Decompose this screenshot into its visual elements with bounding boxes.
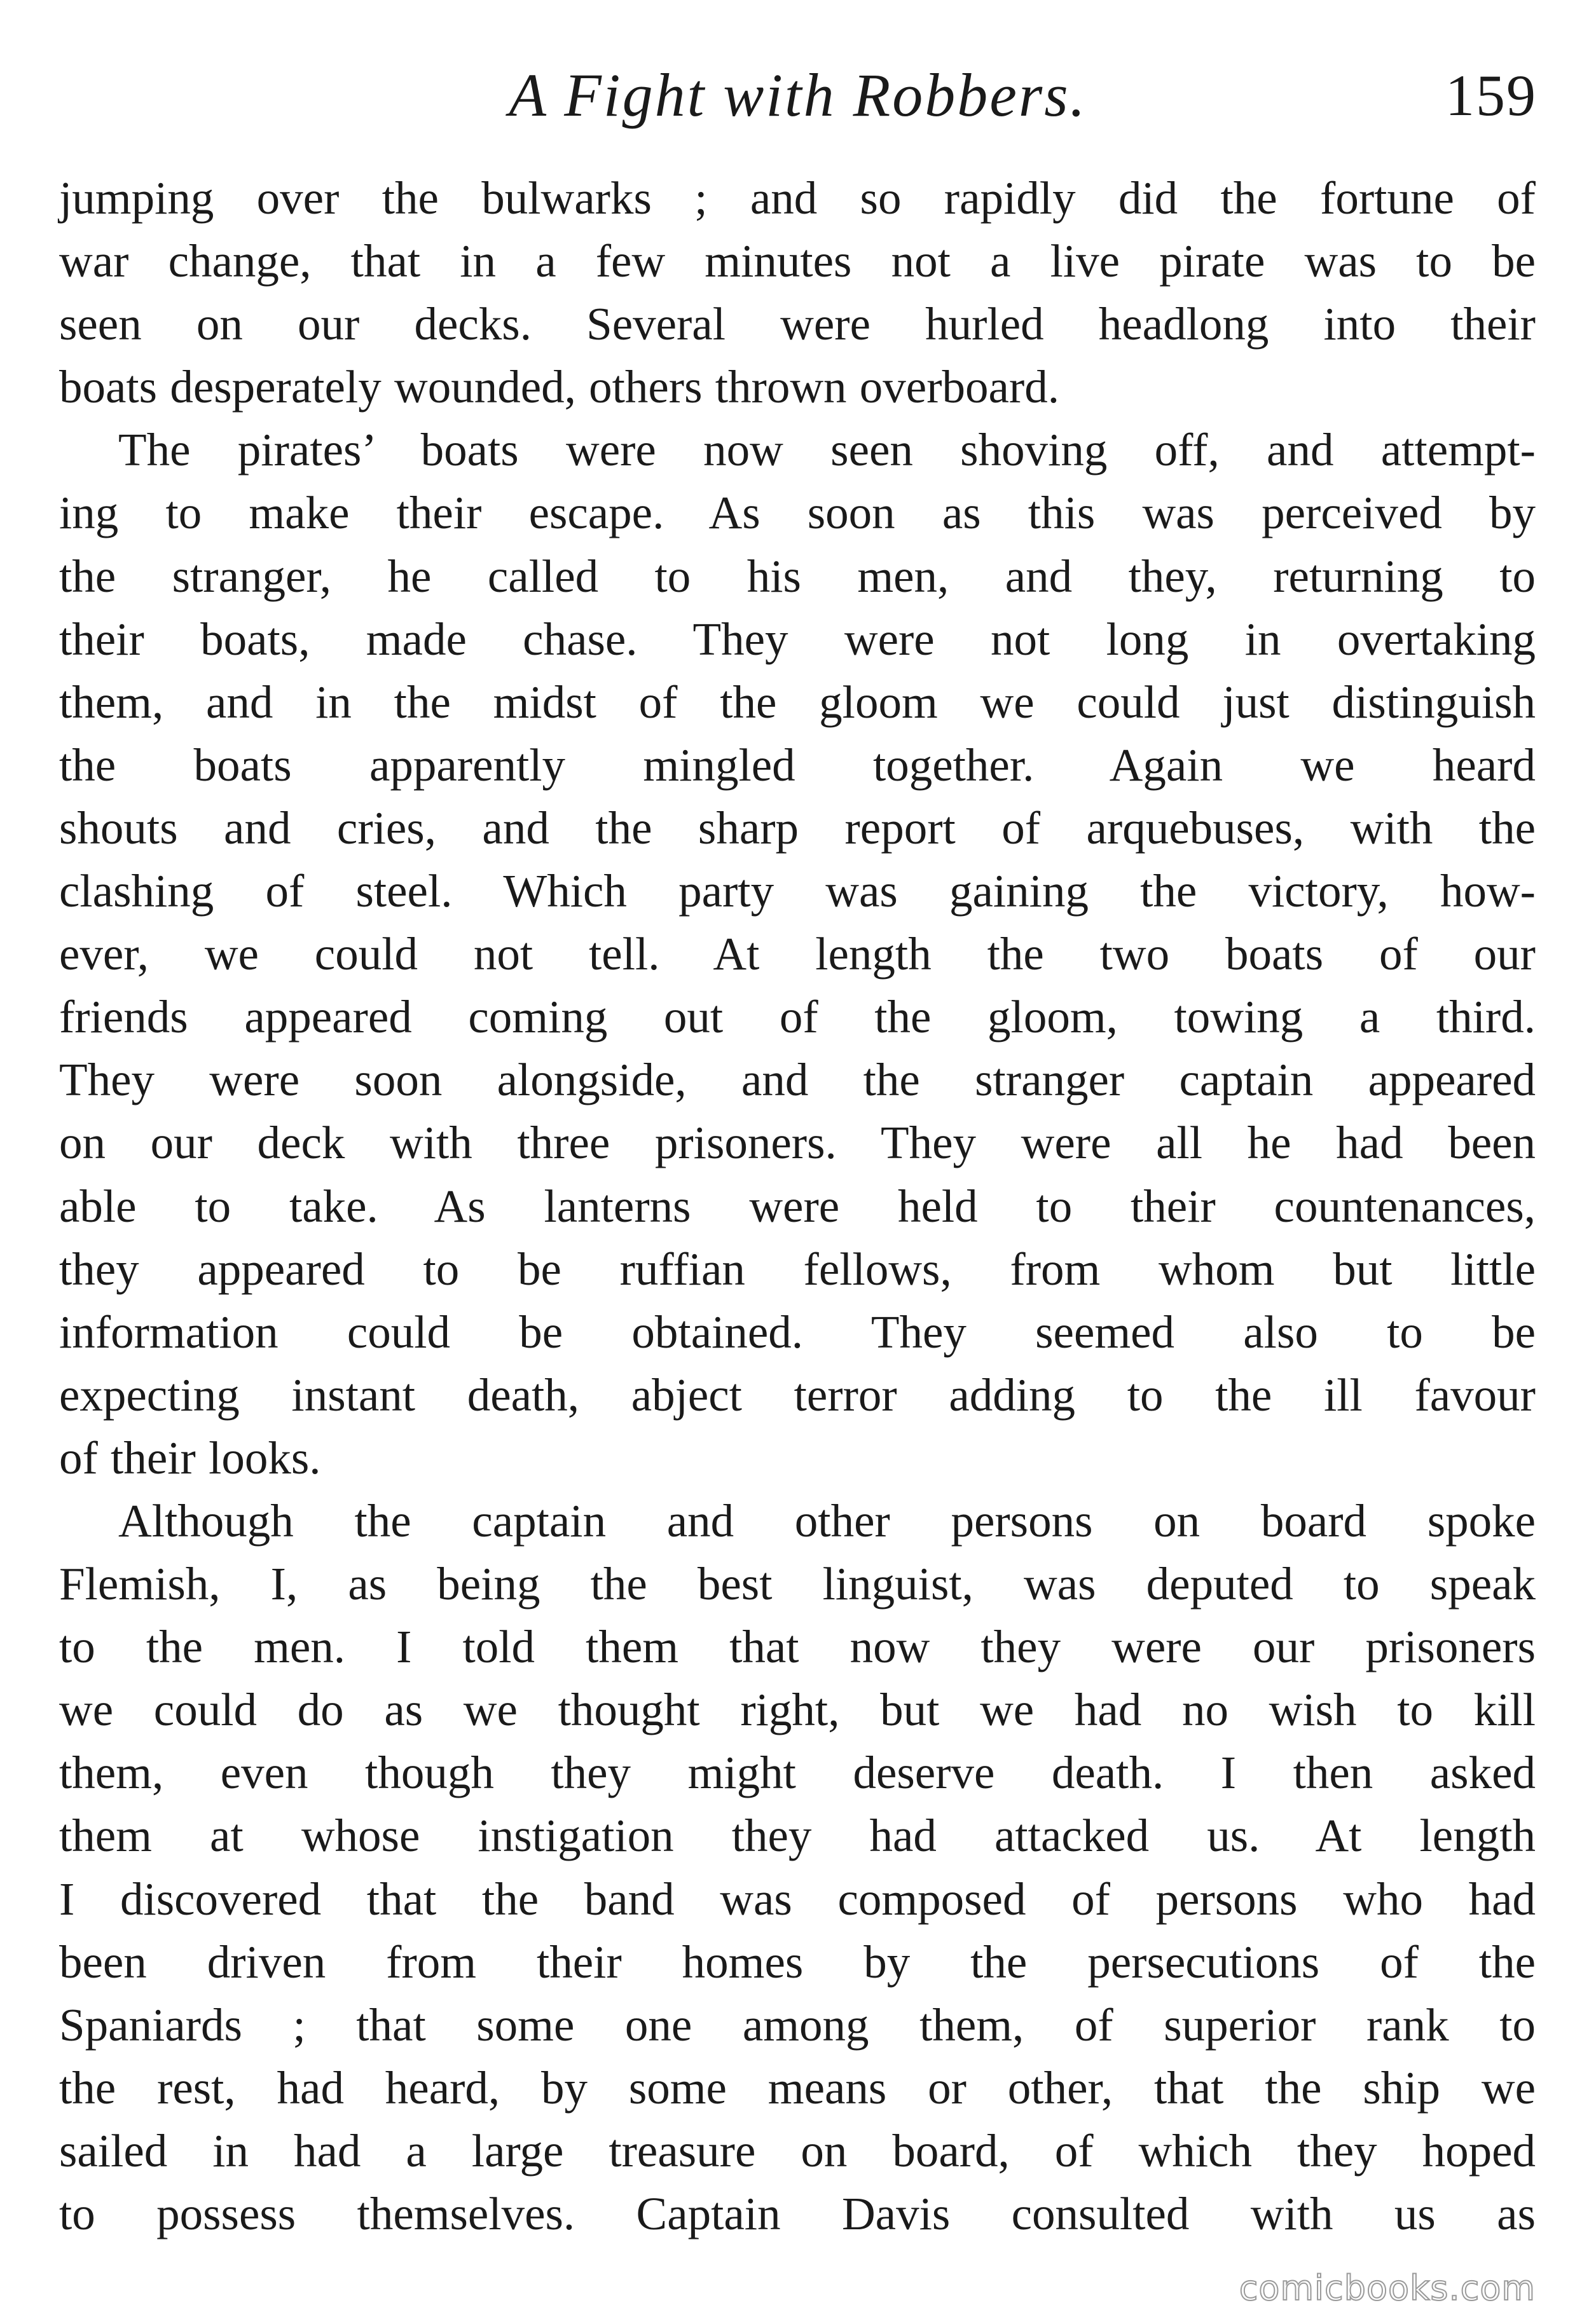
watermark: comicbooks.com bbox=[1239, 2268, 1536, 2308]
text-line: able to take. As lanterns were held to their countenances, bbox=[59, 1180, 1536, 1232]
text-line: information could be obtained. They seemed also to be bbox=[59, 1306, 1536, 1358]
text-line: expecting instant death, abject terror adding to the ill favour bbox=[59, 1369, 1536, 1421]
text-line: they appeared to be ruffian fellows, from whom but little bbox=[59, 1243, 1536, 1295]
text-line: the boats apparently mingled together. Again we heard bbox=[59, 739, 1536, 791]
text-line: ing to make their escape. As soon as this was perceived by bbox=[59, 487, 1536, 539]
text-line: Although the captain and other persons on board spoke bbox=[118, 1494, 1536, 1547]
text-line: we could do as we thought right, but we had no wish to kill bbox=[59, 1684, 1536, 1736]
body-text bbox=[59, 167, 1536, 2245]
text-line: them, and in the midst of the gloom we could just distinguish bbox=[59, 676, 1536, 728]
text-line: war change, that in a few minutes not a live pirate was to be bbox=[59, 235, 1536, 287]
running-title: A Fight with Robbers. bbox=[509, 61, 1087, 129]
text-line: to the men. I told them that now they were our prisoners bbox=[59, 1621, 1536, 1673]
text-line: ever, we could not tell. At length the two boats of our bbox=[59, 928, 1536, 980]
text-line: the rest, had heard, by some means or other, that the ship we bbox=[59, 2061, 1536, 2114]
text-line: shouts and cries, and the sharp report of arquebuses, with the bbox=[59, 802, 1536, 854]
text-line: Flemish, I, as being the best linguist, was deputed to speak bbox=[59, 1558, 1536, 1610]
text-line: them at whose instigation they had attacked us. At length bbox=[59, 1810, 1536, 1862]
text-line: them, even though they might deserve death. I then asked bbox=[59, 1747, 1536, 1799]
text-line: seen on our decks. Several were hurled headlong into their bbox=[59, 298, 1536, 350]
text-line: jumping over the bulwarks ; and so rapidly did the fortune of bbox=[59, 172, 1536, 224]
text-line: Spaniards ; that some one among them, of superior rank to bbox=[59, 1999, 1536, 2051]
text-line: I discovered that the band was composed of persons who had bbox=[59, 1873, 1536, 1925]
text-line: been driven from their homes by the persecutions of the bbox=[59, 1936, 1536, 1988]
text-line: to possess themselves. Captain Davis consulted with us as bbox=[59, 2188, 1536, 2239]
text-line: boats desperately wounded, others thrown overboard. bbox=[59, 361, 1059, 413]
page-number: 159 bbox=[1445, 63, 1537, 128]
text-line: The pirates’ boats were now seen shoving off, and attempt- bbox=[118, 424, 1536, 476]
text-line: the stranger, he called to his men, and they, returning to bbox=[59, 550, 1536, 602]
text-line: sailed in had a large treasure on board, of which they hoped bbox=[59, 2124, 1536, 2177]
text-line: on our deck with three prisoners. They were all he had been bbox=[59, 1117, 1536, 1169]
text-line: their boats, made chase. They were not long in overtaking bbox=[59, 613, 1536, 665]
text-line: of their looks. bbox=[59, 1432, 321, 1484]
running-head bbox=[0, 54, 1596, 137]
text-line: They were soon alongside, and the stranger captain appeared bbox=[59, 1054, 1536, 1106]
text-line: clashing of steel. Which party was gaining the victory, how- bbox=[59, 865, 1536, 917]
text-line: friends appeared coming out of the gloom, towing a third. bbox=[59, 991, 1536, 1043]
